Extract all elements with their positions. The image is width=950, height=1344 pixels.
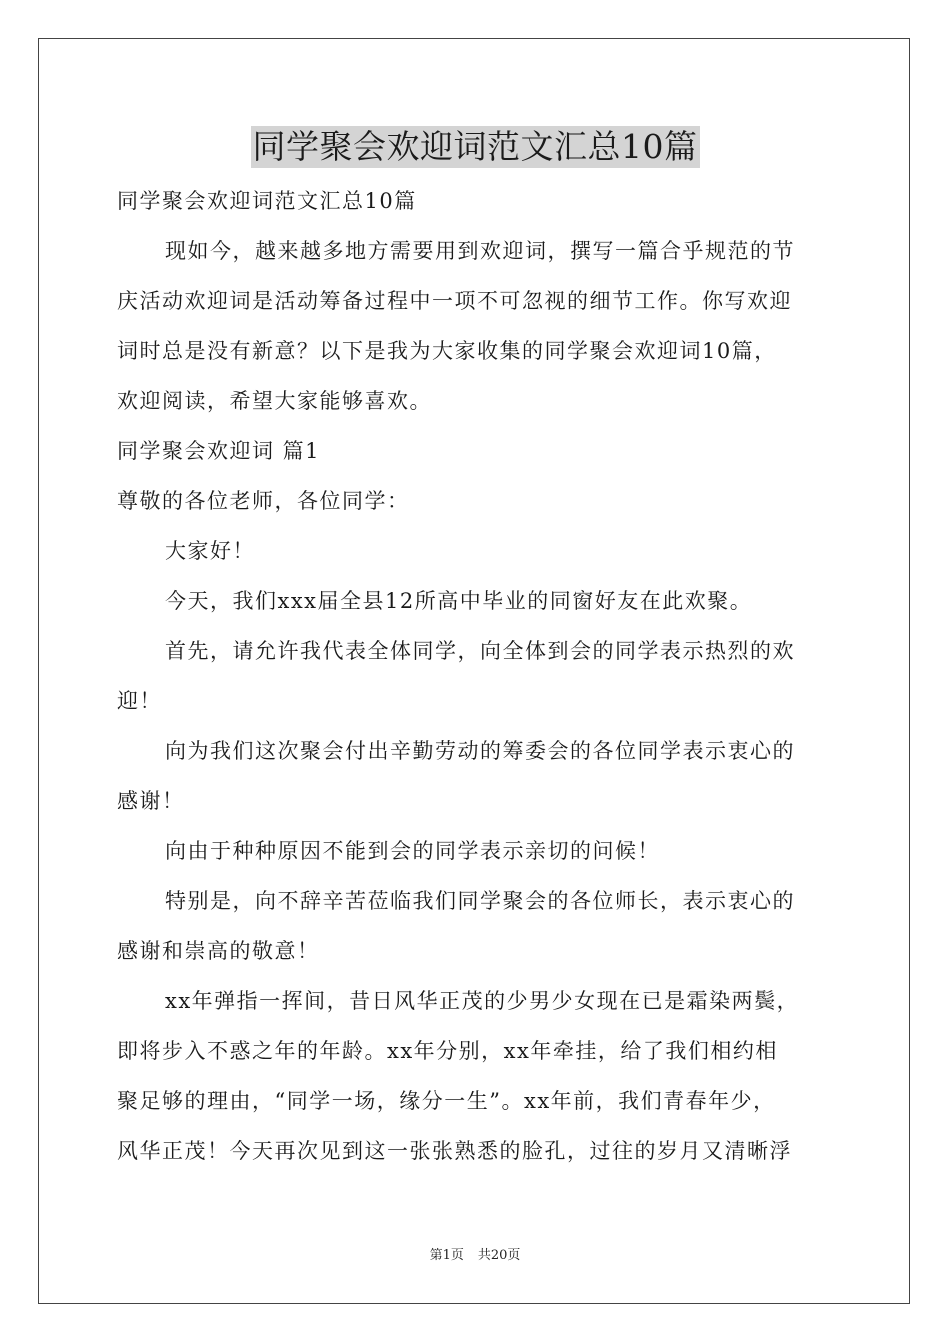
section-heading: 同学聚会欢迎词 篇1	[117, 439, 321, 463]
paragraph-line: 迎！	[117, 689, 162, 713]
paragraph-line: 风华正茂！今天再次见到这一张张熟悉的脸孔，过往的岁月又清晰浮	[117, 1139, 792, 1163]
paragraph-line: 感谢！	[117, 789, 185, 813]
paragraph-line: 今天，我们xxx届全县12所高中毕业的同窗好友在此欢聚。	[165, 589, 753, 613]
title-wrap	[0, 126, 950, 168]
paragraph-line: 感谢和崇高的敬意！	[117, 939, 320, 963]
salutation-line: 尊敬的各位老师，各位同学：	[117, 489, 410, 513]
paragraph-line: 现如今，越来越多地方需要用到欢迎词，撰写一篇合乎规范的节	[165, 239, 795, 263]
subtitle-line: 同学聚会欢迎词范文汇总10篇	[117, 189, 417, 213]
document-title: 同学聚会欢迎词范文汇总10篇	[252, 127, 698, 166]
document-body	[117, 176, 839, 1176]
paragraph-line: 即将步入不惑之年的年龄。xx年分别，xx年牵挂，给了我们相约相	[117, 1039, 778, 1063]
paragraph-line: 特别是，向不辞辛苦莅临我们同学聚会的各位师长，表示衷心的	[165, 889, 795, 913]
page-number: 第1页	[429, 1248, 464, 1263]
paragraph-line: 庆活动欢迎词是活动筹备过程中一项不可忽视的细节工作。你写欢迎	[117, 289, 792, 313]
paragraph-line: xx年弹指一挥间，昔日风华正茂的少男少女现在已是霜染两鬓，	[165, 989, 800, 1013]
paragraph-line: 词时总是没有新意？以下是我为大家收集的同学聚会欢迎词10篇，	[117, 339, 777, 363]
page-total: 共20页	[477, 1248, 521, 1263]
paragraph-line: 欢迎阅读，希望大家能够喜欢。	[117, 389, 432, 413]
paragraph-line: 大家好！	[165, 539, 255, 563]
paragraph-line: 聚足够的理由，“同学一场，缘分一生”。xx年前，我们青春年少，	[117, 1089, 776, 1113]
paragraph-line: 首先，请允许我代表全体同学，向全体到会的同学表示热烈的欢	[165, 639, 795, 663]
paragraph-line: 向由于种种原因不能到会的同学表示亲切的问候！	[165, 839, 660, 863]
page-footer	[0, 1246, 950, 1266]
paragraph-line: 向为我们这次聚会付出辛勤劳动的筹委会的各位同学表示衷心的	[165, 739, 795, 763]
